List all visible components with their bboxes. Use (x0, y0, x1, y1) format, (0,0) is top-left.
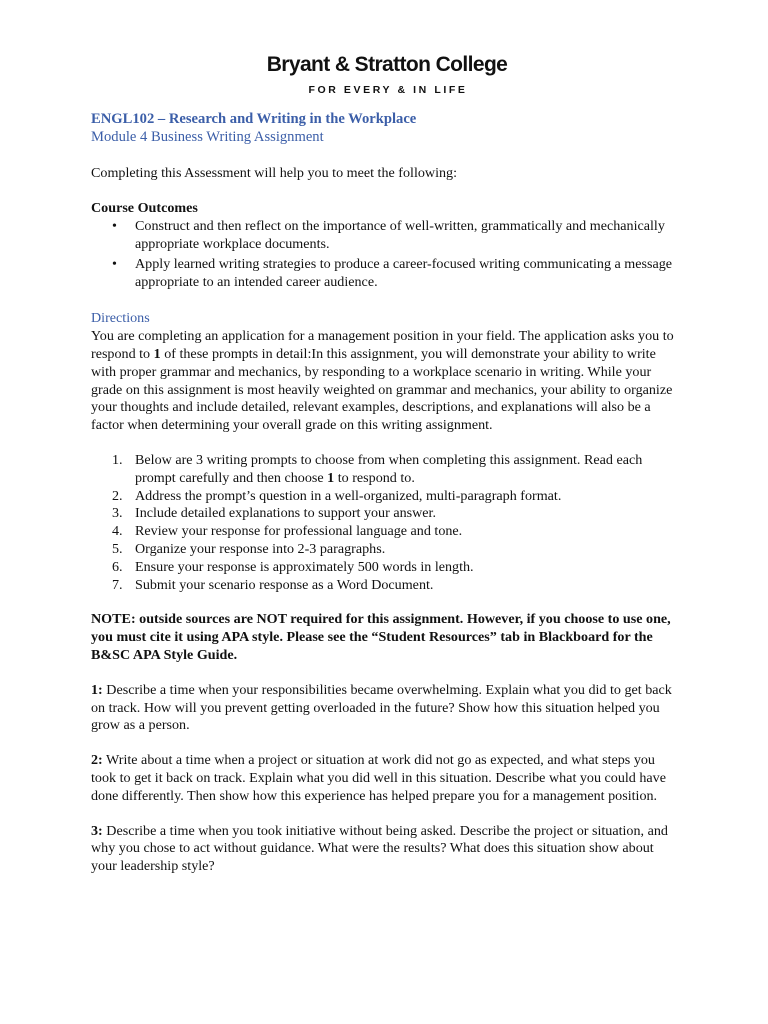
prompt-label: 1: (91, 681, 103, 698)
step-number: 5. (112, 540, 123, 557)
step-bold: 1 (327, 469, 335, 486)
document-body (91, 111, 683, 876)
prompt-3 (91, 823, 683, 876)
outcome-text: Apply learned writing strategies to produce a career-focused writing communicating a message appropriate to an intended career audience. (135, 255, 673, 290)
directions-text-part: You are completing an application for a management position in your field. The application asks you to respond to (91, 328, 674, 362)
prompt-text: Write about a time when a project or situation at work did not go as expected, and what steps you took to get it back on track. Explain what you did well in this situation. Describe what you could have done differently. Then show how this experience has helped prepare you for a management position. (91, 752, 666, 804)
step-number: 3. (112, 505, 123, 522)
step-item (91, 452, 683, 488)
step-item (91, 488, 683, 506)
college-tagline: FOR EVERY & IN LIFE (308, 84, 468, 96)
directions-text-part: of these prompts in detail:In this assignment, you will demonstrate your ability to write with proper grammar and mechanics, by responding to a workplace scenario in writing. While your grade on this assignment is most heavily weighted on grammar and mechanics, your ability to organize your thoughts and include detailed, relevant examples, descriptions, and explanations will also be a factor when determining your overall grade on this writing assignment. (91, 345, 673, 434)
module-title: Module 4 Business Writing Assignment (91, 128, 324, 145)
prompt-1 (91, 682, 683, 735)
step-item (91, 541, 683, 559)
outcome-item (91, 218, 683, 254)
step-item (91, 559, 683, 577)
step-text: Submit your scenario response as a Word Document. (135, 576, 434, 593)
directions-text (91, 328, 683, 435)
prompt-text: Describe a time when you took initiative without being asked. Describe the project or situation, and why you chose to act without guidance. What were the results? What does this situation show about your leadership style? (91, 822, 668, 875)
intro-text: Completing this Assessment will help you to meet the following: (91, 164, 458, 181)
outcome-item (91, 256, 683, 292)
step-text: Below are 3 writing prompts to choose from when completing this assignment. Read each prompt carefully and then choose (135, 451, 643, 486)
step-text: Include detailed explanations to support your answer. (135, 505, 436, 522)
college-logo (0, 52, 768, 97)
college-name: Bryant & Stratton College (266, 53, 508, 76)
step-number: 6. (112, 558, 123, 575)
directions-bold-number: 1 (153, 345, 161, 362)
step-item (91, 523, 683, 541)
bullet-icon: • (112, 218, 117, 235)
prompt-text: Describe a time when your responsibilities became overwhelming. Explain what you did to get back on track. How will you prevent getting overloaded in the future? Show how this situation helped you grow as a person. (91, 681, 672, 734)
steps-list (91, 452, 683, 594)
directions-heading: Directions (91, 310, 150, 327)
step-text: to respond to. (334, 469, 415, 486)
outcome-text: Construct and then reflect on the importance of well-written, grammatically and mechanically appropriate workplace documents. (135, 218, 665, 252)
step-item (91, 577, 683, 595)
step-text: Address the prompt’s question in a well-organized, multi-paragraph format. (135, 487, 562, 504)
step-item (91, 505, 683, 523)
prompt-2 (91, 752, 683, 805)
outcomes-heading: Course Outcomes (91, 200, 198, 217)
apa-note: NOTE: outside sources are NOT required for this assignment. However, if you choose to use one, you must cite it using APA style. Please see the “Student Resources” tab in Blackboard for the B&SC APA Style Guide. (91, 611, 671, 663)
step-text: Ensure your response is approximately 500 words in length. (135, 558, 474, 575)
step-number: 4. (112, 523, 123, 540)
step-number: 7. (112, 576, 123, 593)
prompt-label: 2: (91, 752, 103, 769)
outcomes-list (91, 218, 683, 291)
step-number: 2. (112, 487, 123, 504)
prompt-label: 3: (91, 822, 103, 839)
step-number: 1. (112, 451, 123, 468)
course-title: ENGL102 – Research and Writing in the Workplace (91, 111, 417, 127)
step-text: Review your response for professional language and tone. (135, 523, 463, 540)
step-text: Organize your response into 2-3 paragraphs. (135, 540, 386, 557)
bullet-icon: • (112, 255, 117, 272)
